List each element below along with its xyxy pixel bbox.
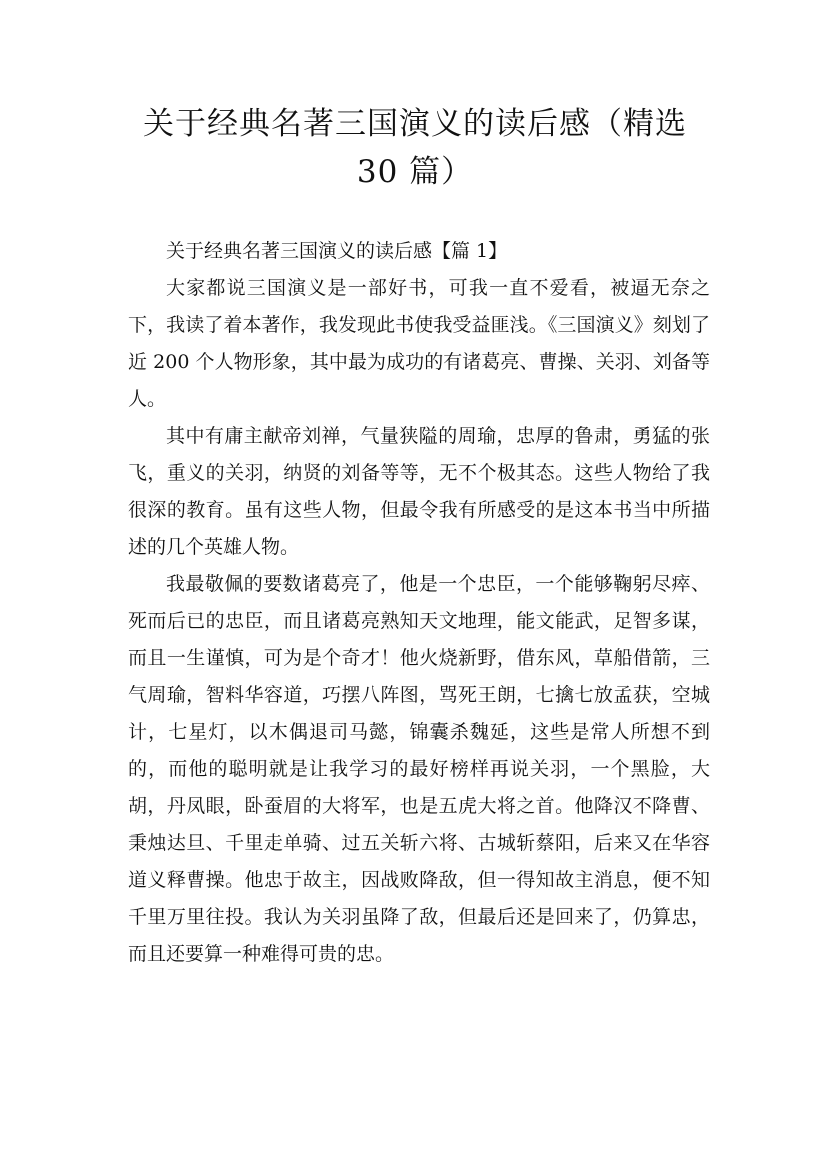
document-body <box>128 233 710 973</box>
section-heading: 关于经典名著三国演义的读后感【篇 1】 <box>166 240 508 262</box>
paragraph-3: 我最敬佩的要数诸葛亮了，他是一个忠臣，一个能够鞠躬尽瘁、死而后已的忠臣，而且诸葛亮熟知天文地理，能文能武，足智多谋，而且一生谨慎，可为是个奇才！他火烧新野，借东风，草船借箭，三气周瑜，智料华容道，巧摆八阵图，骂死王朗，七擒七放孟获，空城计，七星灯，以木偶退司马懿，锦囊杀魏延，这些是常人所想不到的，而他的聪明就是让我学习的最好榜样再说关羽，一个黑脸，大胡，丹凤眼，卧蚕眉的大将军，也是五虎大将之首。他降汉不降曹、秉烛达旦、千里走单骑、过五关斩六将、古城斩蔡阳，后来又在华容道义释曹操。他忠于故主，因战败降敌，但一得知故主消息，便不知千里万里往投。我认为关羽虽降了敌，但最后还是回来了，仍算忠，而且还要算一种难得可贵的忠。 <box>128 573 710 965</box>
paragraph-1: 大家都说三国演义是一部好书，可我一直不爱看，被逼无奈之下，我读了着本著作，我发现此书使我受益匪浅。《三国演义》刻划了近 200 个人物形象，其中最为成功的有诸葛亮、曹操、关羽、刘备等人。 <box>128 277 710 410</box>
paragraph-2: 其中有庸主献帝刘禅，气量狭隘的周瑜，忠厚的鲁肃，勇猛的张飞，重义的关羽，纳贤的刘备等等，无不个极其态。这些人物给了我很深的教育。虽有这些人物，但最令我有所感受的是这本书当中所描述的几个英雄人物。 <box>128 425 710 558</box>
document-title: 关于经典名著三国演义的读后感（精选 30 篇） <box>143 106 687 190</box>
